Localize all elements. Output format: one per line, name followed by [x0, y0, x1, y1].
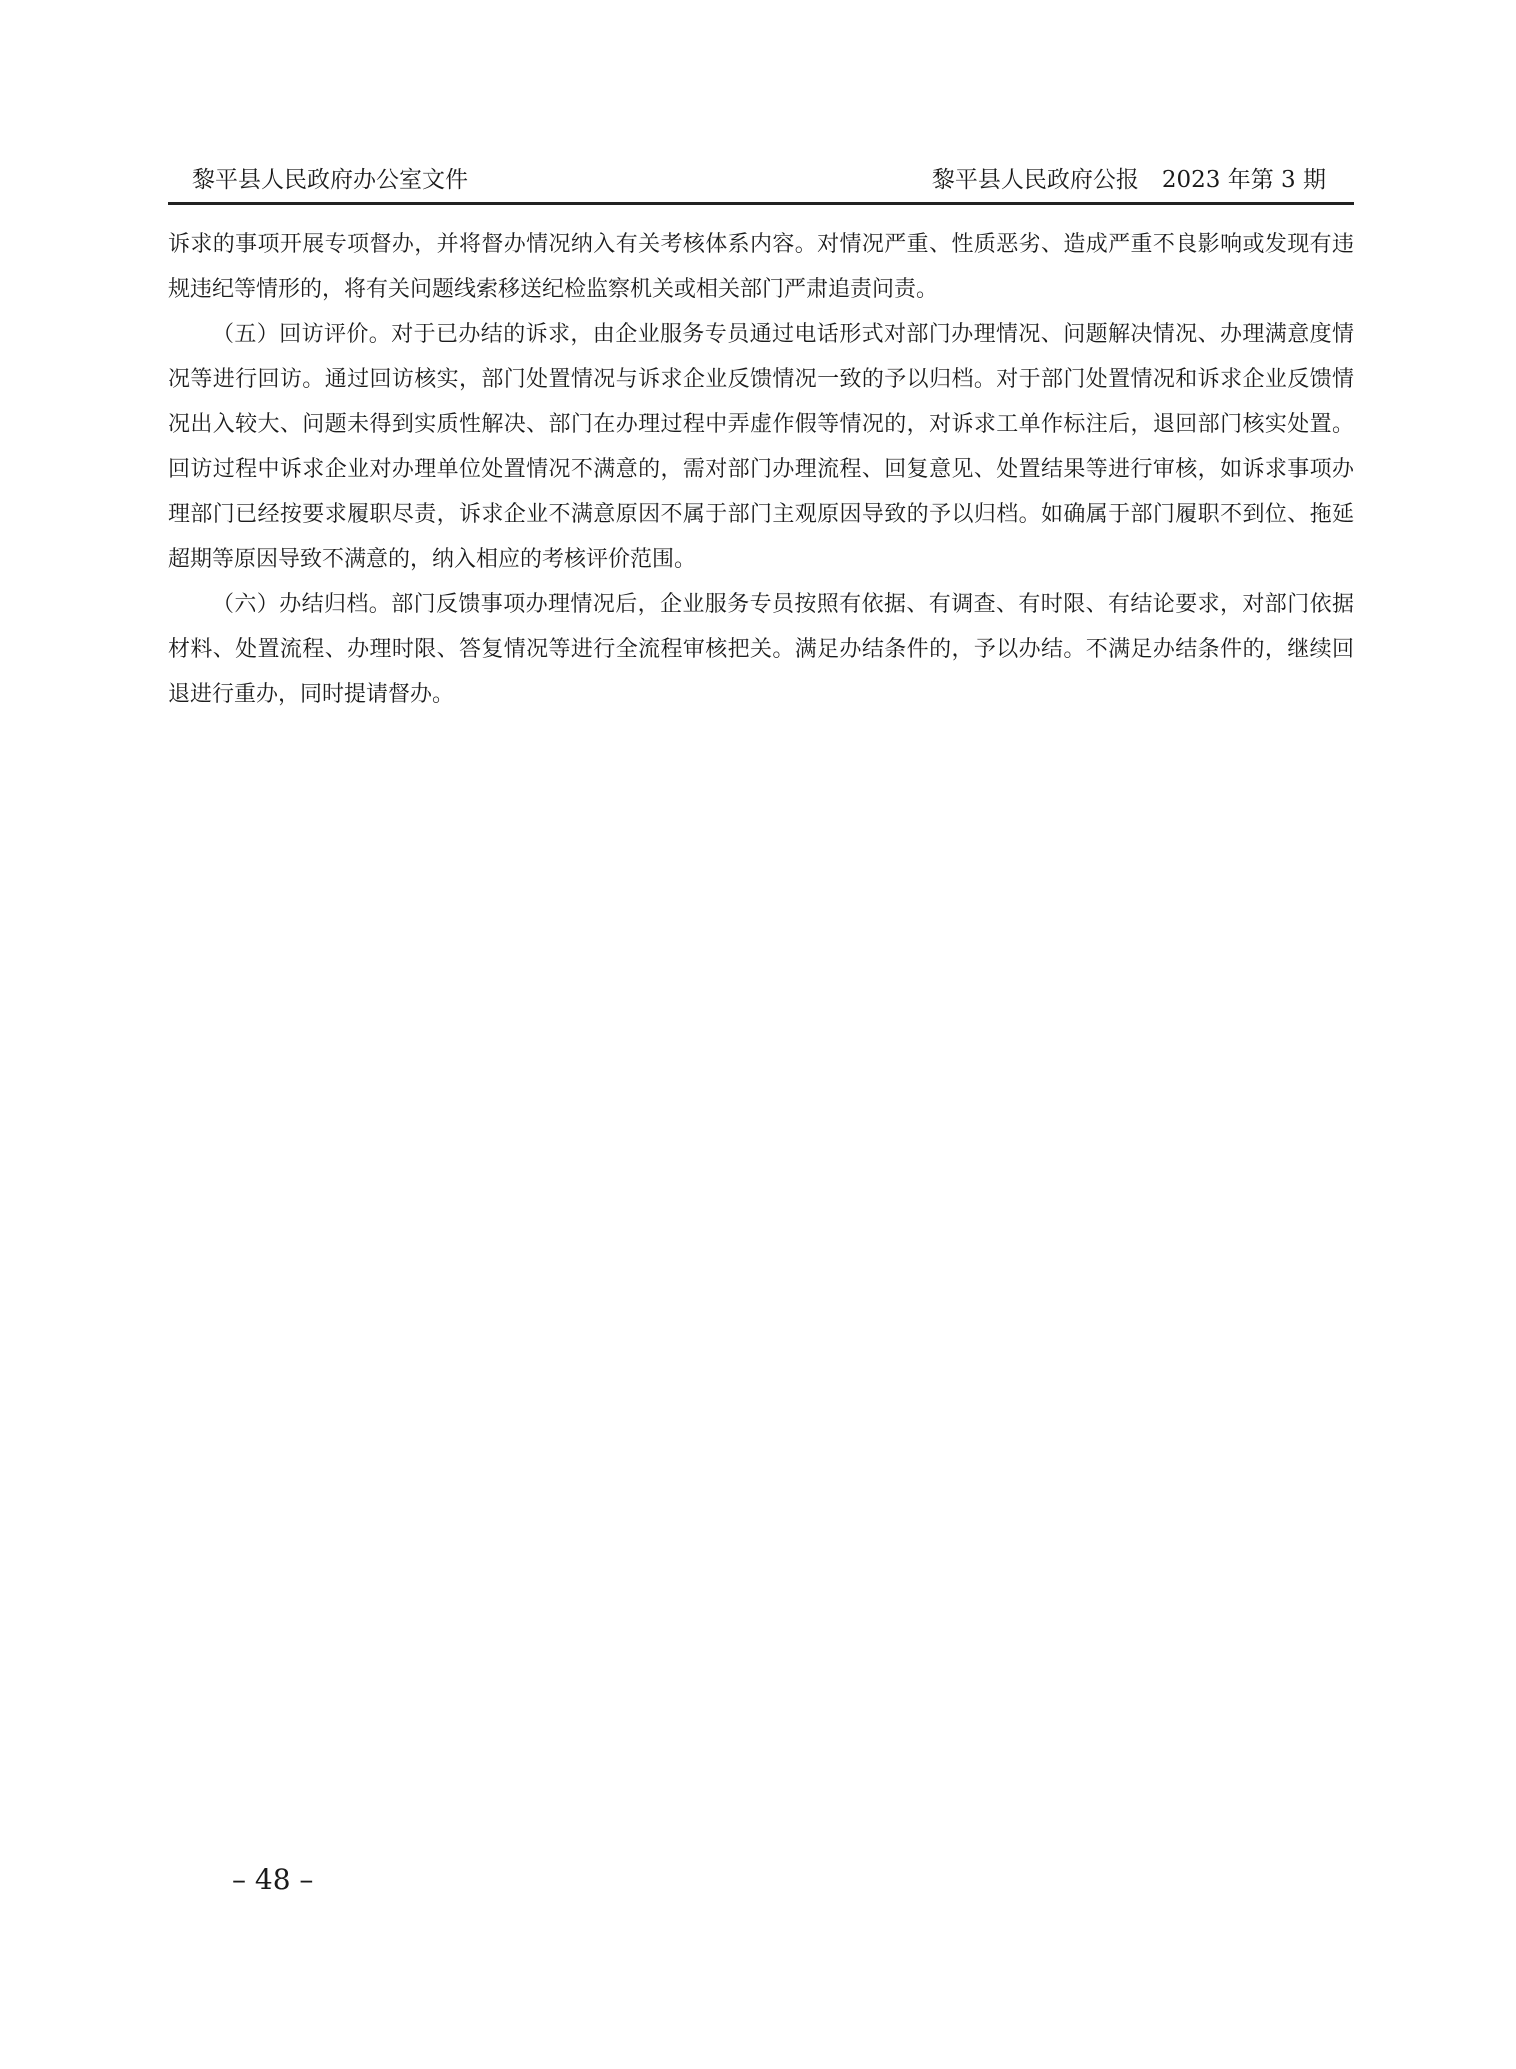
paragraph-continued: 诉求的事项开展专项督办，并将督办情况纳入有关考核体系内容。对情况严重、性质恶劣、造成严重不良影响或发现有违规违纪等情形的，将有关问题线索移送纪检监察机关或相关部门严肃追责问责。 [168, 232, 1354, 302]
page-header [168, 160, 1354, 200]
header-gazette-issue: 黎平县人民政府公报 2023 年第 3 期 [931, 167, 1326, 193]
paragraph-closing-archiving: （六）办结归档。部门反馈事项办理情况后，企业服务专员按照有依据、有调查、有时限、有结论要求，对部门依据材料、处置流程、办理时限、答复情况等进行全流程审核把关。满足办结条件的，予以办结。不满足办结条件的，继续回退进行重办，同时提请督办。 [168, 592, 1354, 707]
paragraph-return-visit-evaluation: （五）回访评价。对于已办结的诉求，由企业服务专员通过电话形式对部门办理情况、问题解决情况、办理满意度情况等进行回访。通过回访核实，部门处置情况与诉求企业反馈情况一致的予以归档。对于部门处置情况和诉求企业反馈情况出入较大、问题未得到实质性解决、部门在办理过程中弄虚作假等情况的，对诉求工单作标注后，退回部门核实处置。回访过程中诉求企业对办理单位处置情况不满意的，需对部门办理流程、回复意见、处置结果等进行审核，如诉求事项办理部门已经按要求履职尽责，诉求企业不满意原因不属于部门主观原因导致的予以归档。如确属于部门履职不到位、拖延超期等原因导致不满意的，纳入相应的考核评价范围。 [168, 322, 1354, 572]
header-divider [168, 202, 1354, 205]
header-document-title: 黎平县人民政府办公室文件 [192, 167, 468, 193]
document-body [168, 222, 1354, 717]
page-number: – 48 – [232, 1863, 314, 1896]
